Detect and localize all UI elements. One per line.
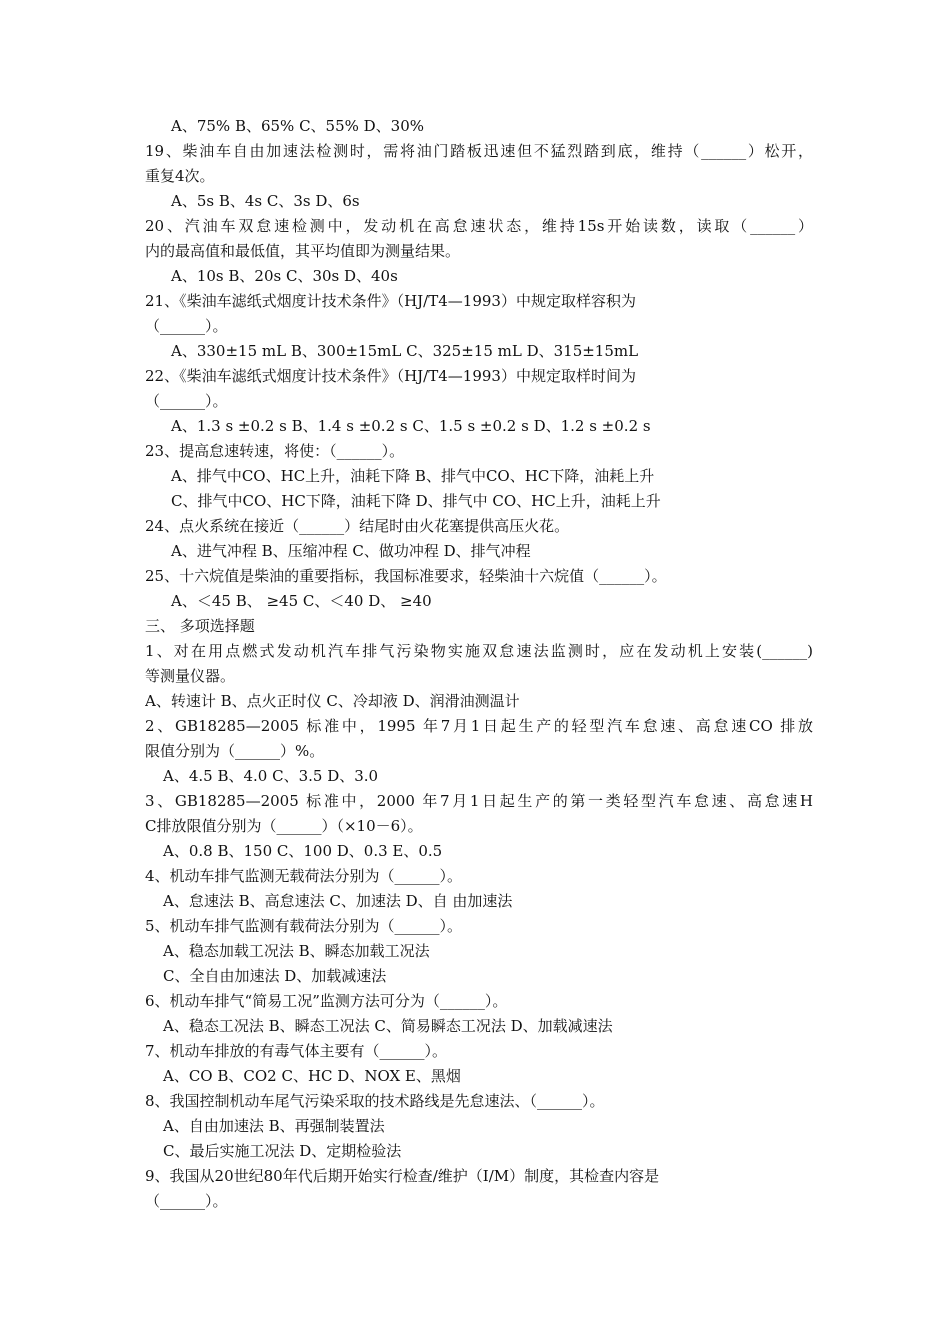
q23-options-row2: C、排气中CO、HC下降，油耗下降 D、排气中 CO、HC上升，油耗上升 (171, 492, 661, 510)
m1-options: A、转速计 B、点火正时仪 C、冷却液 D、润滑油测温计 (145, 692, 520, 710)
q20-text: 20、汽油车双怠速检测中，发动机在高怠速状态，维持15s开始读数，读取（______） (145, 217, 813, 235)
m7-options: A、CO B、CO2 C、HC D、NOX E、黑烟 (163, 1067, 461, 1085)
exam-document (145, 114, 813, 1214)
m1-text-cont: 等测量仪器。 (145, 667, 236, 685)
m5-options-row2: C、全自由加速法 D、加载减速法 (163, 967, 387, 985)
m9-text-cont: （______）。 (145, 1192, 228, 1210)
m6-options: A、稳态工况法 B、瞬态工况法 C、简易瞬态工况法 D、加载减速法 (163, 1017, 613, 1035)
q23-options-row1: A、排气中CO、HC上升，油耗下降 B、排气中CO、HC下降，油耗上升 (171, 467, 655, 485)
q25-options: A、＜45 B、 ≥45 C、＜40 D、 ≥40 (171, 592, 432, 610)
q20-options: A、10s B、20s C、30s D、40s (171, 267, 398, 285)
q18-options: A、75% B、65% C、55% D、30% (171, 117, 425, 135)
m3-options: A、0.8 B、150 C、100 D、0.3 E、0.5 (163, 842, 443, 860)
m8-text: 8、我国控制机动车尾气污染采取的技术路线是先怠速法、（______）。 (145, 1092, 605, 1110)
m5-text: 5、机动车排气监测有载荷法分别为（______）。 (145, 917, 463, 935)
m3-text: 3、GB18285—2005 标准中，2000 年7月1日起生产的第一类轻型汽车怠速、高怠速H (145, 792, 813, 810)
q24-text: 24、点火系统在接近（______）结尾时由火花塞提供高压火花。 (145, 517, 570, 535)
q19-text-cont: 重复4次。 (145, 167, 215, 185)
q19-options: A、5s B、4s C、3s D、6s (171, 192, 360, 210)
section-heading-multiple-choice: 三、 多项选择题 (145, 617, 255, 635)
m8-options-row2: C、最后实施工况法 D、定期检验法 (163, 1142, 402, 1160)
m1-text: 1、对在用点燃式发动机汽车排气污染物实施双怠速法监测时，应在发动机上安装(______) (145, 642, 813, 660)
q19-text: 19、柴油车自由加速法检测时，需将油门踏板迅速但不猛烈踏到底，维持（______）松开， (145, 142, 813, 160)
q20-text-cont: 内的最高值和最低值，其平均值即为测量结果。 (145, 242, 461, 260)
m8-options-row1: A、自由加速法 B、再强制装置法 (163, 1117, 385, 1135)
q22-text: 22、《柴油车滤纸式烟度计技术条件》（HJ/T4—1993）中规定取样时间为 (145, 367, 636, 385)
q21-text-cont: （______）。 (145, 317, 228, 335)
m2-options: A、4.5 B、4.0 C、3.5 D、3.0 (163, 767, 379, 785)
m6-text: 6、机动车排气“简易工况”监测方法可分为（______）。 (145, 992, 508, 1010)
m5-options-row1: A、稳态加载工况法 B、瞬态加载工况法 (163, 942, 430, 960)
m7-text: 7、机动车排放的有毒气体主要有（______）。 (145, 1042, 448, 1060)
m9-text: 9、我国从20世纪80年代后期开始实行检查/维护（I/M）制度，其检查内容是 (145, 1167, 660, 1185)
m2-text: 2、GB18285—2005 标准中，1995 年7月1日起生产的轻型汽车怠速、高怠速CO 排放 (145, 717, 813, 735)
m2-text-cont: 限值分别为（______）%。 (145, 742, 325, 760)
q23-text: 23、提高怠速转速，将使：（______）。 (145, 442, 405, 460)
q22-text-cont: （______）。 (145, 392, 228, 410)
m3-text-cont: C排放限值分别为（______）（×10－6）。 (145, 817, 423, 835)
q21-options: A、330±15 mL B、300±15mL C、325±15 mL D、315±15mL (171, 342, 639, 360)
q22-options: A、1.3 s ±0.2 s B、1.4 s ±0.2 s C、1.5 s ±0.2 s D、1.2 s ±0.2 s (171, 417, 651, 435)
q21-text: 21、《柴油车滤纸式烟度计技术条件》（HJ/T4—1993）中规定取样容积为 (145, 292, 636, 310)
m4-text: 4、机动车排气监测无载荷法分别为（______）。 (145, 867, 463, 885)
q24-options: A、进气冲程 B、压缩冲程 C、做功冲程 D、排气冲程 (171, 542, 531, 560)
m4-options: A、怠速法 B、高怠速法 C、加速法 D、自 由加速法 (163, 892, 513, 910)
q25-text: 25、十六烷值是柴油的重要指标，我国标准要求，轻柴油十六烷值（______）。 (145, 567, 667, 585)
